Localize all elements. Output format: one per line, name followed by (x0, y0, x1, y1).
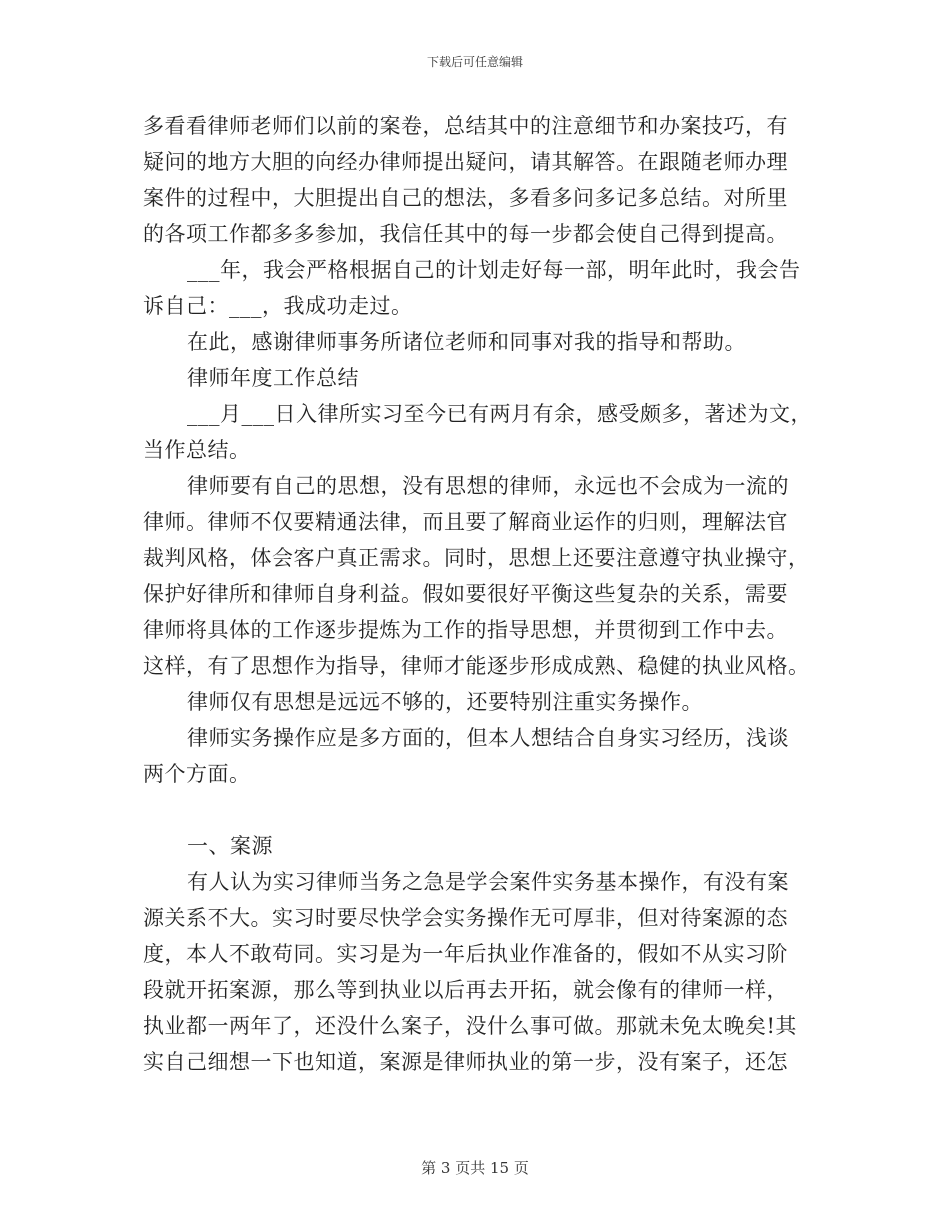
text-line: 的各项工作都多多参加，我信任其中的每一步都会使自己得到提高。 (143, 222, 788, 246)
text-line: 诉自己：___，我成功走过。 (143, 294, 413, 318)
text-line: 保护好律所和律师自身利益。假如要很好平衡这些复杂的关系，需要 (143, 582, 788, 606)
text-line: 多看看律师老师们以前的案卷，总结其中的注意细节和办案技巧，有 (143, 114, 788, 138)
text-line: 这样，有了思想作为指导，律师才能逐步形成成熟、稳健的执业风格。 (143, 654, 810, 678)
text-line: 当作总结。 (143, 438, 251, 462)
text-line: 律师。律师不仅要精通法律，而且要了解商业运作的归则，理解法官 (143, 510, 788, 534)
text-line: 律师实务操作应是多方面的，但本人想结合自身实习经历，浅谈 (187, 726, 789, 750)
document-body (143, 108, 812, 1080)
text-line: 律师仅有思想是远远不够的，还要特别注重实务操作。 (187, 690, 703, 714)
page-header: 下载后可任意编辑 (426, 55, 523, 69)
blank-line (143, 792, 809, 828)
page-footer: 第 3 页共 15 页 (421, 1159, 529, 1177)
text-line: 度，本人不敢苟同。实习是为一年后执业作准备的，假如不从实习阶 (143, 942, 788, 966)
text-line: 执业都一两年了，还没什么案子，没什么事可做。那就未免太晚矣!其 (143, 1014, 797, 1038)
text-line: 源关系不大。实习时要尽快学会实务操作无可厚非，但对待案源的态 (143, 906, 788, 930)
text-line: 段就开拓案源，那么等到执业以后再去开拓，就会像有的律师一样， (143, 978, 788, 1002)
text-line: 律师将具体的工作逐步提炼为工作的指导思想，并贯彻到工作中去。 (143, 618, 788, 642)
text-line: 在此，感谢律师事务所诸位老师和同事对我的指导和帮助。 (187, 330, 746, 354)
text-line: 有人认为实习律师当务之急是学会案件实务基本操作，有没有案 (187, 870, 789, 894)
text-line: 实自己细想一下也知道，案源是律师执业的第一步，没有案子，还怎 (143, 1050, 788, 1074)
section-heading: 一、案源 (187, 834, 273, 858)
text-line: 两个方面。 (143, 762, 251, 786)
text-line: 律师要有自己的思想，没有思想的律师，永远也不会成为一流的 (187, 474, 789, 498)
text-line: ___年，我会严格根据自己的计划走好每一部，明年此时，我会告 (187, 258, 801, 282)
text-line: 裁判风格，体会客户真正需求。同时，思想上还要注意遵守执业操守， (143, 546, 810, 570)
section-title: 律师年度工作总结 (187, 366, 359, 390)
text-line: 疑问的地方大胆的向经办律师提出疑问，请其解答。在跟随老师办理 (143, 150, 788, 174)
text-line: ___月___日入律所实习至今已有两月有余，感受颇多，著述为文， (187, 402, 812, 426)
text-line: 案件的过程中，大胆提出自己的想法，多看多问多记多总结。对所里 (143, 186, 788, 210)
